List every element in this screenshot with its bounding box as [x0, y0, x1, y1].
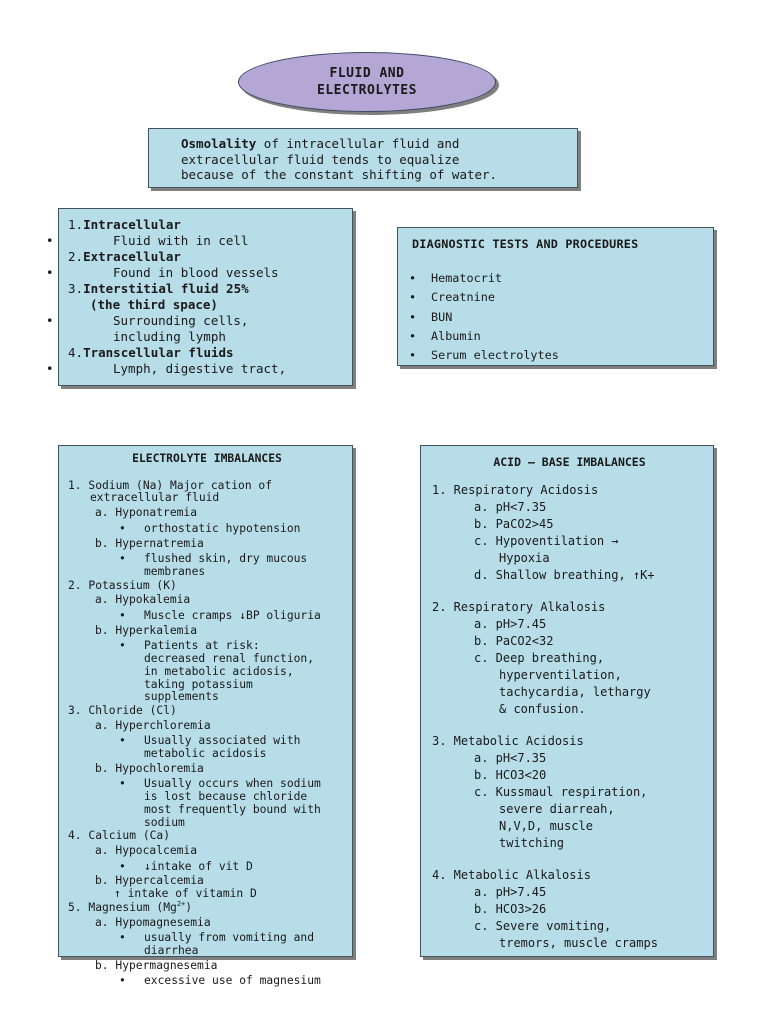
- acid-base-section-heading: 3. Metabolic Acidosis: [432, 734, 584, 748]
- fluid-compartments-box: [58, 208, 353, 386]
- compartment-number: 4.: [68, 345, 84, 360]
- hypocalcemia-item: a. Hypocalcemia: [95, 843, 198, 857]
- title-oval: [238, 52, 496, 112]
- hypercalcemia-detail: ↑ intake of vitamin D: [114, 887, 257, 901]
- acid-base-item: b. PaCO2<32: [474, 634, 554, 648]
- electrolyte-imbalances-title: ELECTROLYTE IMBALANCES: [132, 452, 282, 465]
- diagnostic-tests-title: DIAGNOSTIC TESTS AND PROCEDURES: [412, 237, 639, 251]
- hypomagnesemia-item: a. Hypomagnesemia: [95, 915, 211, 929]
- hyponatremia-detail: • orthostatic hypotension: [68, 523, 346, 536]
- compartment-name: Extracellular: [83, 249, 181, 264]
- compartment-detail: • Lymph, digestive tract,: [68, 361, 344, 377]
- magnesium-charge: 2+: [176, 900, 186, 909]
- compartment-number: 3.: [68, 281, 84, 296]
- hypercalcemia-item: b. Hypercalcemia: [95, 874, 204, 888]
- acid-base-section-heading: 4. Metabolic Alkalosis: [432, 868, 591, 882]
- acid-base-item: c. Severe vomiting,: [474, 919, 612, 933]
- acid-base-section: [432, 482, 707, 584]
- hypochloremia-item: b. Hypochloremia: [95, 761, 204, 775]
- acid-base-item: b. HCO3>26: [474, 902, 547, 916]
- compartment-extracellular: [68, 249, 344, 265]
- sodium-heading: 1. Sodium (Na) Major cation of: [68, 478, 273, 492]
- compartment-name: Interstitial fluid 25%: [83, 281, 249, 296]
- diagnostic-item: • Hematocrit: [412, 269, 705, 288]
- acid-base-item: b. HCO3<20: [474, 768, 547, 782]
- hyperkalemia-detail: • Patients at risk:: [68, 640, 346, 653]
- magnesium-close: ): [185, 900, 193, 914]
- magnesium-heading: [68, 902, 346, 915]
- hypochloremia-detail-continued: sodium: [144, 815, 185, 829]
- acid-base-item-continued: hyperventilation,: [499, 668, 622, 682]
- osmolality-box: [148, 128, 578, 188]
- acid-base-title: ACID – BASE IMBALANCES: [493, 455, 646, 469]
- compartment-transcellular: [68, 345, 344, 361]
- acid-base-item: a. pH>7.45: [474, 617, 547, 631]
- acid-base-item: d. Shallow breathing, ↑K+: [474, 568, 655, 582]
- hypochloremia-detail-continued: is lost because chloride: [144, 790, 308, 804]
- hypomagnesemia-detail-continued: diarrhea: [144, 943, 199, 957]
- potassium-heading: 2. Potassium (K): [68, 578, 177, 592]
- acid-base-item-continued: tachycardia, lethargy: [499, 685, 651, 699]
- hypomagnesemia-detail: • usually from vomiting and: [68, 932, 346, 945]
- acid-base-item: a. pH<7.35: [474, 500, 547, 514]
- hypochloremia-detail: • Usually occurs when sodium: [68, 778, 346, 791]
- hyperkalemia-item: b. Hyperkalemia: [95, 623, 198, 637]
- compartment-name: Transcellular fluids: [83, 345, 234, 360]
- acid-base-section-heading: 1. Respiratory Acidosis: [432, 483, 599, 497]
- hypermagnesemia-item: b. Hypermagnesemia: [95, 958, 218, 972]
- title-line-2: ELECTROLYTES: [317, 83, 417, 98]
- acid-base-item: c. Kussmaul respiration,: [474, 785, 648, 799]
- diagnostic-item: • Albumin: [412, 327, 705, 346]
- hyperchloremia-item: a. Hyperchloremia: [95, 718, 211, 732]
- osmolality-term: Osmolality: [181, 136, 257, 151]
- acid-base-item: a. pH<7.35: [474, 751, 547, 765]
- compartment-detail: • Found in blood vessels: [68, 265, 344, 281]
- hypernatremia-detail-continued: membranes: [144, 564, 206, 578]
- sodium-heading-continued: extracellular fluid: [90, 491, 220, 505]
- diagnostic-tests-list: [412, 269, 705, 365]
- acid-base-item: c. Deep breathing,: [474, 651, 605, 665]
- acid-base-item-continued: tremors, muscle cramps: [499, 936, 658, 950]
- hyponatremia-item: a. Hyponatremia: [95, 506, 198, 520]
- compartment-name: Intracellular: [83, 217, 181, 232]
- compartment-detail-continued: including lymph: [113, 329, 226, 344]
- hypernatremia-item: b. Hypernatremia: [95, 536, 204, 550]
- acid-base-item: a. pH>7.45: [474, 885, 547, 899]
- osmolality-text: of intracellular fluid and: [256, 136, 460, 151]
- hypokalemia-detail: • Muscle cramps ↓BP oliguria: [68, 610, 346, 623]
- compartment-detail: • Fluid with in cell: [68, 233, 344, 249]
- hyperkalemia-detail-continued: supplements: [144, 690, 219, 704]
- acid-base-section-heading: 2. Respiratory Alkalosis: [432, 600, 606, 614]
- acid-base-item-continued: N,V,D, muscle: [499, 819, 593, 833]
- hypokalemia-item: a. Hypokalemia: [95, 593, 191, 607]
- title-line-1: FLUID AND: [329, 66, 405, 81]
- calcium-heading: 4. Calcium (Ca): [68, 829, 171, 843]
- acid-base-item-continued: twitching: [499, 836, 565, 850]
- acid-base-item: c. Hypoventilation →: [474, 534, 619, 548]
- compartment-detail: • Surrounding cells,: [68, 313, 344, 329]
- compartment-interstitial: [68, 281, 344, 297]
- hyperchloremia-detail-continued: metabolic acidosis: [144, 747, 267, 761]
- acid-base-item-continued: Hypoxia: [499, 551, 550, 565]
- compartment-name-continued: (the third space): [90, 297, 218, 312]
- compartment-number: 2.: [68, 249, 84, 264]
- hyperkalemia-detail-continued: in metabolic acidosis,: [144, 664, 294, 678]
- diagnostic-item: • Creatnine: [412, 288, 705, 307]
- osmolality-line-3: because of the constant shifting of water.: [181, 167, 498, 182]
- acid-base-section: [432, 867, 707, 952]
- diagnostic-item: • Serum electrolytes: [412, 346, 705, 365]
- acid-base-imbalances-box: [420, 445, 714, 957]
- acid-base-sections: [432, 482, 707, 952]
- hyperkalemia-detail-continued: decreased renal function,: [144, 652, 315, 666]
- hypochloremia-detail-continued: most frequently bound with: [144, 802, 321, 816]
- osmolality-line-1: [181, 136, 567, 152]
- compartment-intracellular: [68, 217, 344, 233]
- acid-base-section: [432, 733, 707, 852]
- hyperchloremia-detail: • Usually associated with: [68, 735, 346, 748]
- acid-base-section: [432, 599, 707, 718]
- hypocalcemia-detail: • ↓intake of vit D: [68, 861, 346, 874]
- chloride-heading: 3. Chloride (Cl): [68, 703, 177, 717]
- diagnostic-item: • BUN: [412, 308, 705, 327]
- electrolyte-imbalances-box: [58, 445, 353, 988]
- acid-base-item-continued: & confusion.: [499, 702, 586, 716]
- hyperkalemia-detail-continued: taking potassium: [144, 677, 253, 691]
- diagnostic-tests-box: [397, 227, 714, 366]
- acid-base-item: b. PaCO2>45: [474, 517, 554, 531]
- magnesium-label: 5. Magnesium (Mg: [68, 900, 177, 914]
- hypermagnesemia-detail: • excessive use of magnesium: [68, 975, 346, 988]
- acid-base-item-continued: severe diarreah,: [499, 802, 615, 816]
- hypernatremia-detail: • flushed skin, dry mucous: [68, 553, 346, 566]
- compartment-number: 1.: [68, 217, 84, 232]
- osmolality-line-2: extracellular fluid tends to equalize: [181, 151, 460, 167]
